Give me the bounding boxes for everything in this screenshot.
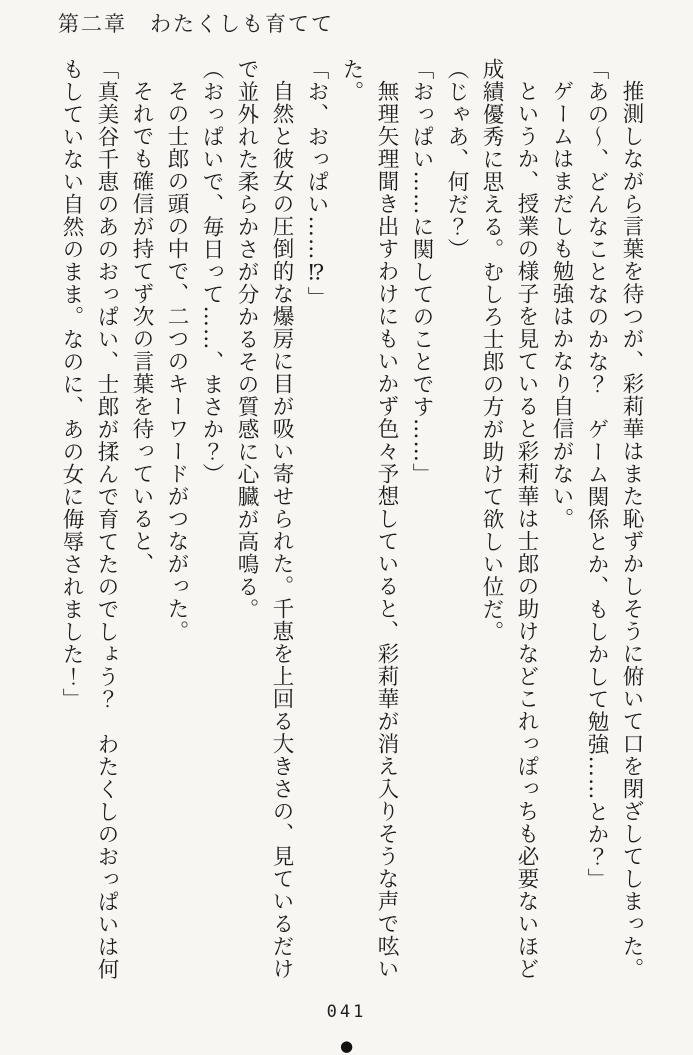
- paragraph: それでも確信が持てず次の言葉を待っていると、: [129, 79, 154, 575]
- footer-dot-ornament: ●: [339, 1037, 354, 1055]
- paragraph: 推測しながら言葉を待つが、彩莉華はまた恥ずかしそうに俯いて口を閉ざしてしまった。: [619, 79, 644, 980]
- page-number: 041: [326, 1002, 367, 1022]
- paragraph: （おっぱいで、毎日って……、まさか？）: [199, 58, 224, 486]
- paragraph: ゲームはまだしも勉強はかなり自信がない。: [549, 79, 574, 530]
- paragraph: というか、授業の様子を見ていると彩莉華は士郎の助けなどこれっぽっちも必要ないほど成績優秀に思える。むしろ士郎の方が助けて欲しい位だ。: [479, 58, 539, 980]
- paragraph: 「おっぱい……に関してのことです……」: [409, 58, 434, 486]
- chapter-running-head: 第二章 わたくしも育てて: [58, 12, 334, 36]
- paragraph: 「あの〜、どんなことなのかな？ ゲーム関係とか、もしかして勉強……とか？」: [584, 58, 609, 891]
- paragraph: 無理矢理聞き出すわけにもいかず色々予想していると、彩莉華が消え入りそうな声で呟いた。: [339, 58, 399, 980]
- paragraph: 「お、おっぱい……⁉」: [304, 58, 329, 309]
- body-text-vertical: [54, 58, 649, 988]
- paragraph: （じゃあ、何だ？）: [444, 58, 469, 261]
- paragraph: その士郎の頭の中で、二つのキーワードがつながった。: [164, 79, 189, 642]
- paragraph: 「真美谷千恵のあのおっぱい、士郎が揉んで育てたのでしょう？ わたくしのおっぱいは何もしていない自然のまま。なのに、あの女に侮辱されました！」: [59, 58, 119, 981]
- paragraph: 自然と彼女の圧倒的な爆房に目が吸い寄せられた。千恵を上回る大きさの、見ているだけで並外れた柔らかさが分かるその質感に心臓が高鳴る。: [234, 58, 294, 980]
